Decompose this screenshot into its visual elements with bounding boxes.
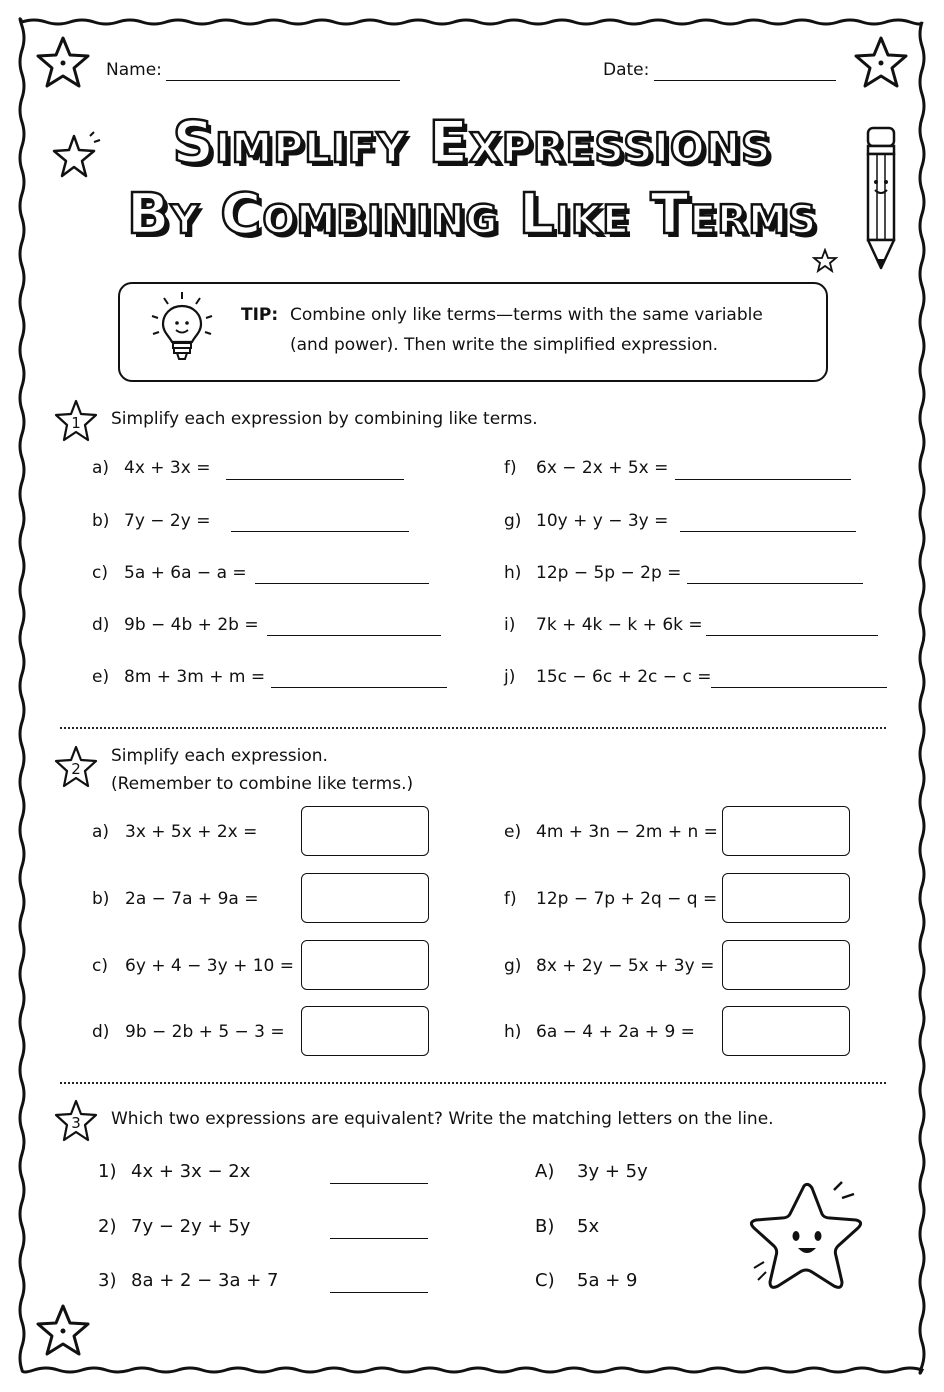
- s1-letter-d: d): [92, 615, 110, 635]
- s2-expr-a: 3x + 5x + 2x =: [125, 822, 258, 842]
- s1-expr-j: 15c − 6c + 2c − c =: [536, 667, 712, 687]
- s3-num-3: 3): [98, 1270, 117, 1291]
- date-label: Date:: [603, 60, 650, 80]
- s1-letter-f: f): [504, 458, 517, 478]
- s2-letter-b: b): [92, 889, 110, 909]
- s1-letter-b: b): [92, 511, 110, 531]
- s3-num-2: 2): [98, 1216, 117, 1237]
- s1-letter-e: e): [92, 667, 110, 687]
- tip-line1: Combine only like terms—terms with the same variable: [290, 305, 763, 325]
- s2-letter-a: a): [92, 822, 110, 842]
- s1-answer-f[interactable]: [675, 479, 851, 480]
- section-divider: [60, 727, 886, 729]
- s1-answer-h[interactable]: [687, 583, 863, 584]
- name-label: Name:: [106, 60, 162, 80]
- smiling-star-icon: [742, 1176, 870, 1294]
- section-3-star-icon: [52, 1098, 100, 1144]
- s2-expr-f: 12p − 7p + 2q − q =: [536, 889, 718, 909]
- tip-line2: (and power). Then write the simplified expression.: [290, 335, 719, 355]
- section-divider: [60, 1082, 886, 1084]
- s2-letter-f: f): [504, 889, 517, 909]
- s2-answer-box-a[interactable]: [301, 806, 429, 856]
- s3-choice-A: 3y + 5y: [577, 1161, 648, 1182]
- section-2-reminder: (Remember to combine like terms.): [111, 774, 414, 794]
- s1-expr-c: 5a + 6a − a =: [124, 563, 247, 583]
- s2-expr-d: 9b − 2b + 5 − 3 =: [125, 1022, 285, 1042]
- s1-answer-c[interactable]: [255, 583, 429, 584]
- section-1-number: 1: [71, 414, 81, 432]
- star-icon: [852, 34, 910, 92]
- s1-letter-i: i): [504, 615, 516, 635]
- s2-letter-d: d): [92, 1022, 110, 1042]
- s1-letter-j: j): [504, 667, 516, 687]
- s2-expr-e: 4m + 3n − 2m + n =: [536, 822, 718, 842]
- s1-answer-b[interactable]: [231, 531, 409, 532]
- section-2-star-icon: [52, 744, 100, 790]
- s2-answer-box-h[interactable]: [722, 1006, 850, 1056]
- star-icon: [34, 34, 92, 92]
- s2-answer-box-g[interactable]: [722, 940, 850, 990]
- name-field[interactable]: [166, 80, 400, 81]
- section-1-instruction: Simplify each expression by combining like terms.: [111, 409, 538, 429]
- s1-expr-h: 12p − 5p − 2p =: [536, 563, 682, 583]
- star-icon: [34, 1302, 92, 1360]
- s3-letter-B: B): [535, 1216, 555, 1237]
- lightbulb-icon: [150, 290, 214, 370]
- s2-expr-b: 2a − 7a + 9a =: [125, 889, 259, 909]
- s2-letter-h: h): [504, 1022, 522, 1042]
- s1-expr-g: 10y + y − 3y =: [536, 511, 669, 531]
- s3-choice-C: 5a + 9: [577, 1270, 638, 1291]
- s3-letter-C: C): [535, 1270, 555, 1291]
- star-icon: [812, 248, 838, 274]
- section-2-instruction: Simplify each expression.: [111, 746, 328, 766]
- s3-expr-2: 7y − 2y + 5y: [131, 1216, 251, 1237]
- s1-expr-b: 7y − 2y =: [124, 511, 211, 531]
- s3-answer-2[interactable]: [330, 1238, 428, 1239]
- s3-num-1: 1): [98, 1161, 117, 1182]
- s1-letter-g: g): [504, 511, 522, 531]
- s2-letter-c: c): [92, 956, 108, 976]
- s1-answer-j[interactable]: [711, 687, 887, 688]
- s1-expr-d: 9b − 4b + 2b =: [124, 615, 259, 635]
- s3-choice-B: 5x: [577, 1216, 600, 1237]
- s3-expr-3: 8a + 2 − 3a + 7: [131, 1270, 279, 1291]
- s3-answer-3[interactable]: [330, 1292, 428, 1293]
- s3-letter-A: A): [535, 1161, 555, 1182]
- date-field[interactable]: [654, 80, 836, 81]
- section-2-number: 2: [71, 760, 81, 778]
- s1-letter-c: c): [92, 563, 108, 583]
- s2-letter-g: g): [504, 956, 522, 976]
- s1-expr-i: 7k + 4k − k + 6k =: [536, 615, 703, 635]
- s1-expr-e: 8m + 3m + m =: [124, 667, 266, 687]
- section-3-number: 3: [71, 1114, 81, 1132]
- s2-expr-c: 6y + 4 − 3y + 10 =: [125, 956, 295, 976]
- s3-expr-1: 4x + 3x − 2x: [131, 1161, 251, 1182]
- s1-answer-g[interactable]: [680, 531, 856, 532]
- s2-expr-g: 8x + 2y − 5x + 3y =: [536, 956, 715, 976]
- s1-answer-e[interactable]: [271, 687, 447, 688]
- tip-label: TIP:: [241, 305, 279, 325]
- s2-answer-box-e[interactable]: [722, 806, 850, 856]
- s2-answer-box-c[interactable]: [301, 940, 429, 990]
- s2-letter-e: e): [504, 822, 522, 842]
- s2-answer-box-b[interactable]: [301, 873, 429, 923]
- s2-answer-box-f[interactable]: [722, 873, 850, 923]
- s3-answer-1[interactable]: [330, 1183, 428, 1184]
- s1-answer-a[interactable]: [226, 479, 404, 480]
- s1-answer-i[interactable]: [706, 635, 878, 636]
- s1-expr-f: 6x − 2x + 5x =: [536, 458, 669, 478]
- page-title-line1: Simplify Expressions: [172, 108, 772, 176]
- s1-letter-h: h): [504, 563, 522, 583]
- page-title-line2: By Combining Like Terms: [126, 182, 818, 247]
- s1-expr-a: 4x + 3x =: [124, 458, 211, 478]
- section-1-star-icon: [52, 398, 100, 444]
- s2-expr-h: 6a − 4 + 2a + 9 =: [536, 1022, 695, 1042]
- s2-answer-box-d[interactable]: [301, 1006, 429, 1056]
- s1-answer-d[interactable]: [267, 635, 441, 636]
- section-3-instruction: Which two expressions are equivalent? Write the matching letters on the line.: [111, 1109, 774, 1129]
- s1-letter-a: a): [92, 458, 110, 478]
